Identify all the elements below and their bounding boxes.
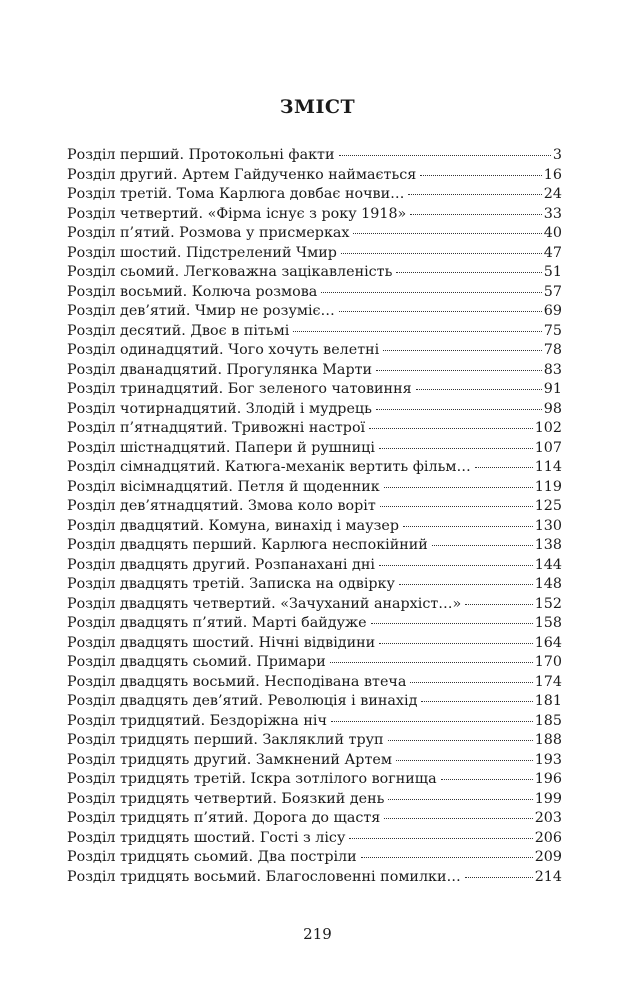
dot-leader xyxy=(421,701,532,702)
dot-leader xyxy=(339,311,542,312)
toc-entry xyxy=(67,341,562,361)
toc-entry-page: 185 xyxy=(534,712,562,729)
toc-entry-page: 188 xyxy=(534,732,562,748)
dot-leader xyxy=(410,214,542,215)
dot-leader xyxy=(396,760,533,761)
dot-leader xyxy=(379,643,533,644)
toc-entry xyxy=(67,244,562,264)
toc-entry-title: Розділ двадцять восьмий. Несподівана втеча xyxy=(67,673,407,690)
dot-leader xyxy=(384,487,533,488)
toc-entry-title: Розділ дванадцятий. Прогулянка Марти xyxy=(67,361,373,378)
dot-leader xyxy=(339,155,551,156)
toc-entry xyxy=(67,263,562,283)
toc-entry xyxy=(67,575,562,595)
toc-entry-page: 125 xyxy=(534,498,562,514)
toc-entry-title: Розділ сімнадцятий. Катюга-механік вертить фільм… xyxy=(67,459,471,475)
toc-entry-page: 33 xyxy=(543,205,562,222)
toc-entry xyxy=(67,614,562,634)
toc-entry-page: 144 xyxy=(534,556,562,573)
toc-entry xyxy=(67,283,562,303)
toc-entry-page: 51 xyxy=(543,264,562,280)
toc-entry-page: 196 xyxy=(534,771,562,787)
toc-entry xyxy=(67,751,562,771)
dot-leader xyxy=(376,409,542,410)
toc-entry-page: 148 xyxy=(534,576,562,592)
toc-entry xyxy=(67,419,562,439)
dot-leader xyxy=(376,370,542,371)
toc-entry-title: Розділ шістнадцятий. Папери й рушниці xyxy=(67,439,375,456)
toc-entry xyxy=(67,829,562,849)
dot-leader xyxy=(321,292,541,293)
toc-entry-title: Розділ дев’ятий. Чмир не розуміє… xyxy=(67,303,335,319)
toc-entry xyxy=(67,302,562,322)
toc-entry-page: 138 xyxy=(534,537,562,553)
toc-entry-title: Розділ п’ятий. Розмова у присмерках xyxy=(67,225,350,241)
toc-entry-title: Розділ двадцять п’ятий. Марті байдуже xyxy=(67,615,367,631)
toc-entry-page: 152 xyxy=(534,595,562,612)
toc-entry xyxy=(67,146,562,166)
dot-leader xyxy=(403,526,533,527)
toc-entry-title: Розділ чотирнадцятий. Злодій і мудрець xyxy=(67,400,372,417)
toc-entry-title: Розділ двадцять шостий. Нічні відвідини xyxy=(67,634,376,651)
toc-entry xyxy=(67,517,562,537)
toc-entry-page: 83 xyxy=(543,361,562,378)
dot-leader xyxy=(293,331,542,332)
dot-leader xyxy=(388,740,533,741)
toc-entry-title: Розділ другий. Артем Гайдученко наймається xyxy=(67,166,417,183)
dot-leader xyxy=(465,877,533,878)
toc-entry-page: 206 xyxy=(534,829,562,846)
toc-entry-title: Розділ двадцятий. Комуна, винахід і маузер xyxy=(67,517,400,534)
toc-entry-title: Розділ тридцять сьомий. Два постріли xyxy=(67,849,357,865)
toc-entry-title: Розділ тридцять другий. Замкнений Артем xyxy=(67,751,392,768)
toc-entry-page: 164 xyxy=(534,634,562,651)
toc-entry-page: 158 xyxy=(534,615,562,631)
toc-entry xyxy=(67,361,562,381)
toc-entry-page: 119 xyxy=(534,478,562,495)
toc-entry-title: Розділ двадцять третій. Записка на одвірку xyxy=(67,576,395,592)
toc-entry xyxy=(67,868,562,888)
toc-entry xyxy=(67,536,562,556)
dot-leader xyxy=(361,857,533,858)
toc-entry-title: Розділ восьмий. Колюча розмова xyxy=(67,283,318,300)
dot-leader xyxy=(353,233,541,234)
toc-entry xyxy=(67,712,562,732)
dot-leader xyxy=(330,662,533,663)
toc-entry-page: 203 xyxy=(534,810,562,826)
toc-entry-title: Розділ двадцять дев’ятий. Революція і винахід xyxy=(67,693,418,709)
toc-entry xyxy=(67,322,562,342)
toc-entry-page: 57 xyxy=(543,283,562,300)
toc-entry xyxy=(67,673,562,693)
dot-leader xyxy=(441,779,533,780)
toc-entry-title: Розділ вісімнадцятий. Петля й щоденник xyxy=(67,478,380,495)
toc-entry-page: 98 xyxy=(543,400,562,417)
page-number: 219 xyxy=(303,925,332,943)
toc-entry-page: 114 xyxy=(534,459,562,475)
toc-entry-title: Розділ одинадцятий. Чого хочуть велетні xyxy=(67,342,380,358)
dot-leader xyxy=(410,682,532,683)
toc-entry-title: Розділ тридцять восьмий. Благословенні помилки… xyxy=(67,868,461,885)
toc-entry xyxy=(67,692,562,712)
toc-entry-page: 16 xyxy=(543,166,562,183)
dot-leader xyxy=(416,389,542,390)
toc-entry-title: Розділ перший. Протокольні факти xyxy=(67,147,335,163)
toc-entry-title: Розділ тринадцятий. Бог зеленого чатовиння xyxy=(67,381,412,397)
toc-entry xyxy=(67,166,562,186)
toc-entry xyxy=(67,185,562,205)
page-title: ЗМІСТ xyxy=(279,96,356,118)
toc-entry-title: Розділ двадцять другий. Розпанахані дні xyxy=(67,556,375,573)
toc-entry xyxy=(67,809,562,829)
toc-entry-page: 107 xyxy=(534,439,562,456)
dot-leader xyxy=(465,604,532,605)
toc-entry-title: Розділ шостий. Підстрелений Чмир xyxy=(67,244,337,261)
toc-entry-title: Розділ п’ятнадцятий. Тривожні настрої xyxy=(67,420,366,436)
dot-leader xyxy=(379,565,533,566)
toc-entry-page: 199 xyxy=(534,790,562,807)
toc-entry-page: 174 xyxy=(534,673,562,690)
dot-leader xyxy=(383,350,542,351)
toc-entry-page: 170 xyxy=(534,654,562,670)
toc-entry-page: 78 xyxy=(543,342,562,358)
toc-entry-page: 209 xyxy=(534,849,562,865)
dot-leader xyxy=(331,721,533,722)
toc-entry-page: 214 xyxy=(534,868,562,885)
toc-entry xyxy=(67,634,562,654)
toc-entry-page: 69 xyxy=(543,303,562,319)
toc-entry-page: 47 xyxy=(543,244,562,261)
toc-entry xyxy=(67,848,562,868)
toc-entry-title: Розділ тридцять п’ятий. Дорога до щастя xyxy=(67,810,381,826)
toc-entry-title: Розділ третій. Тома Карлюга довбає ночви… xyxy=(67,186,405,202)
toc-entry-title: Розділ сьомий. Легковажна зацікавленість xyxy=(67,264,393,280)
toc-entry-page: 91 xyxy=(543,381,562,397)
dot-leader xyxy=(379,448,533,449)
toc-entry xyxy=(67,380,562,400)
toc-entry-title: Розділ тридцять перший. Закляклий труп xyxy=(67,732,384,748)
toc-entry-title: Розділ четвертий. «Фірма існує з року 1918» xyxy=(67,205,407,222)
toc-entry-page: 181 xyxy=(534,693,562,709)
toc-entry xyxy=(67,224,562,244)
toc-entry-title: Розділ двадцять перший. Карлюга неспокійний xyxy=(67,537,428,553)
toc-entry-page: 3 xyxy=(552,147,562,163)
toc-entry-title: Розділ дев’ятнадцятий. Змова коло воріт xyxy=(67,498,376,514)
dot-leader xyxy=(369,428,533,429)
dot-leader xyxy=(475,467,533,468)
dot-leader xyxy=(380,506,533,507)
toc-entry xyxy=(67,595,562,615)
toc-entry-title: Розділ тридцять третій. Іскра зотлілого вогнища xyxy=(67,771,437,787)
toc-entry xyxy=(67,497,562,517)
dot-leader xyxy=(384,818,532,819)
dot-leader xyxy=(399,584,533,585)
toc-entry-title: Розділ десятий. Двоє в пітьмі xyxy=(67,322,290,339)
toc-entry-title: Розділ двадцять сьомий. Примари xyxy=(67,654,326,670)
dot-leader xyxy=(341,253,542,254)
toc-entry xyxy=(67,400,562,420)
dot-leader xyxy=(420,175,542,176)
toc-entry-page: 130 xyxy=(534,517,562,534)
toc-entry-title: Розділ тридцять четвертий. Боязкий день xyxy=(67,790,385,807)
toc-entry-page: 102 xyxy=(534,420,562,436)
toc-entry-page: 24 xyxy=(543,186,562,202)
toc-entry-title: Розділ тридцятий. Бездоріжна ніч xyxy=(67,712,327,729)
toc-entry xyxy=(67,556,562,576)
dot-leader xyxy=(408,194,541,195)
table-of-contents xyxy=(67,146,562,887)
dot-leader xyxy=(432,545,533,546)
toc-entry xyxy=(67,790,562,810)
toc-entry-title: Розділ двадцять четвертий. «Зачуханий анархіст…» xyxy=(67,595,462,612)
dot-leader xyxy=(388,799,532,800)
toc-entry-page: 40 xyxy=(543,225,562,241)
toc-entry xyxy=(67,731,562,751)
toc-entry xyxy=(67,478,562,498)
toc-entry-page: 193 xyxy=(534,751,562,768)
toc-entry-page: 75 xyxy=(543,322,562,339)
dot-leader xyxy=(349,838,532,839)
dot-leader xyxy=(396,272,541,273)
toc-entry xyxy=(67,458,562,478)
toc-entry xyxy=(67,653,562,673)
toc-entry xyxy=(67,439,562,459)
dot-leader xyxy=(371,623,533,624)
toc-entry-title: Розділ тридцять шостий. Гості з лісу xyxy=(67,829,346,846)
toc-entry xyxy=(67,770,562,790)
toc-entry xyxy=(67,205,562,225)
